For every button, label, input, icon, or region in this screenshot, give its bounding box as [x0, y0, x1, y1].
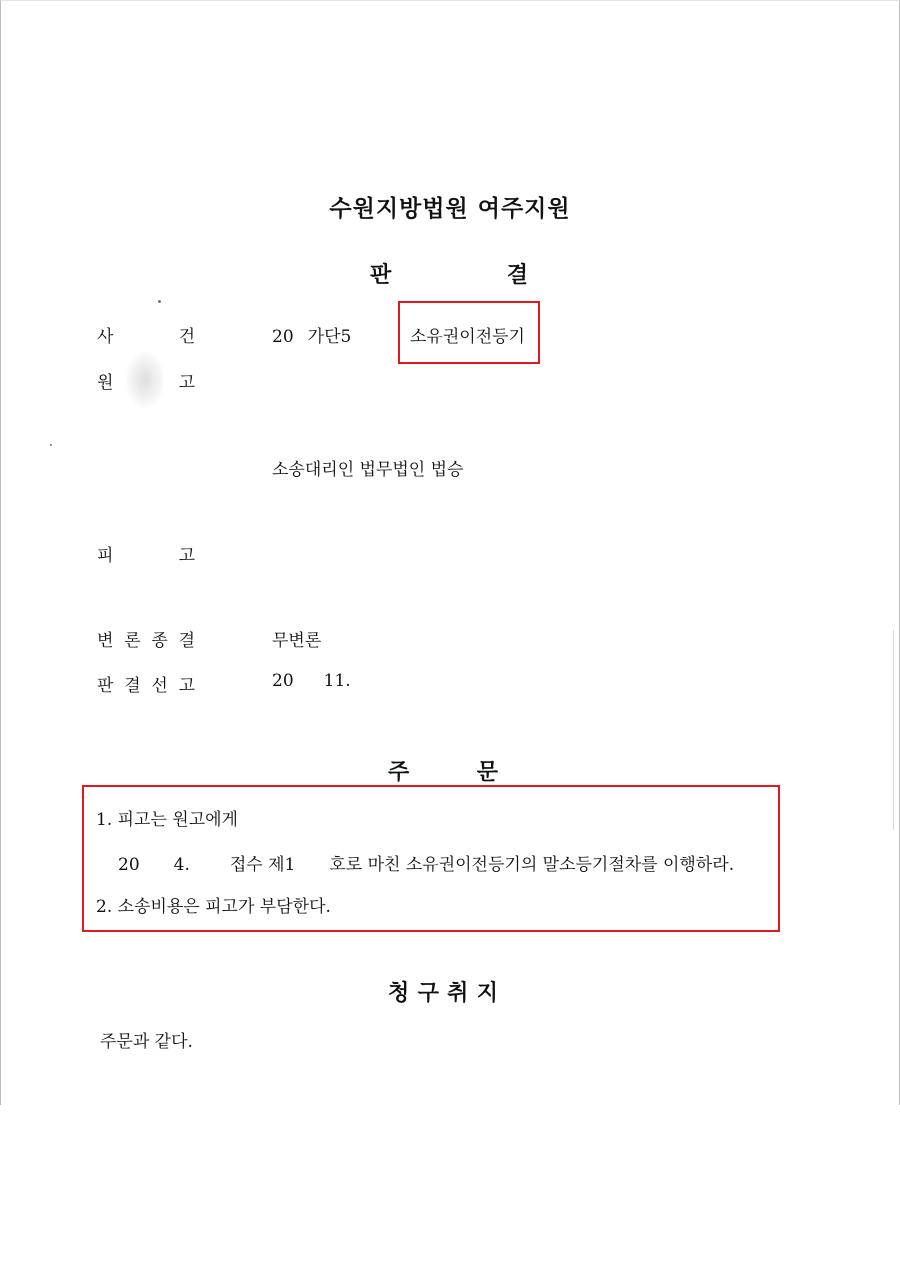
redaction-smudge	[126, 352, 164, 408]
pronouncement-label-char: 결	[124, 676, 141, 696]
order-title	[388, 755, 498, 786]
order-month: 4.	[173, 855, 190, 875]
closing-label-char: 론	[124, 631, 141, 651]
claim-title-char: 구	[417, 981, 439, 1006]
pronouncement-date: 11.	[323, 671, 351, 691]
closing-label-char: 종	[151, 631, 168, 651]
closing-label	[97, 626, 195, 651]
scan-speck	[158, 300, 161, 303]
claim-body: 주문과 같다.	[100, 1032, 193, 1052]
order-receipt: 접수 제1	[229, 855, 296, 875]
scan-speck	[50, 444, 52, 446]
claim-title-char: 취	[447, 981, 469, 1006]
judgment-title	[370, 258, 528, 289]
order-item-1-intro: 1. 피고는 원고에게	[96, 810, 238, 830]
plaintiff-label-char: 고	[178, 373, 195, 393]
plaintiff-attorney: 소송대리인 법무법인 법승	[272, 460, 464, 480]
closing-value: 무변론	[272, 631, 322, 651]
pronouncement-label-char: 고	[178, 676, 195, 696]
case-label-char: 사	[97, 327, 114, 347]
pronouncement-label-char: 선	[151, 676, 168, 696]
judgment-title-left: 판	[370, 263, 392, 288]
defendant-label	[97, 541, 195, 566]
order-title-left: 주	[388, 760, 410, 785]
case-name: 소유권이전등기	[410, 327, 525, 347]
case-label	[97, 322, 195, 347]
pronouncement-year: 20	[272, 671, 294, 691]
claim-title-char: 지	[476, 981, 498, 1006]
case-label-char: 건	[178, 327, 195, 347]
pronouncement-label-char: 판	[97, 676, 114, 696]
pronouncement-label	[97, 671, 195, 696]
case-number-value: 가단5	[307, 327, 352, 347]
case-year: 20	[272, 327, 294, 347]
order-rest: 호로 마친 소유권이전등기의 말소등기절차를 이행하라.	[329, 855, 735, 875]
pronouncement-value	[272, 671, 351, 691]
order-item-2: 2. 소송비용은 피고가 부담한다.	[96, 897, 331, 917]
judgment-title-right: 결	[506, 263, 528, 288]
defendant-label-char: 피	[97, 546, 114, 566]
order-item-1-body	[118, 850, 734, 875]
scan-artifact-line	[893, 630, 894, 830]
order-year: 20	[118, 855, 140, 875]
order-title-right: 문	[476, 760, 498, 785]
closing-label-char: 결	[178, 631, 195, 651]
plaintiff-label-char: 원	[97, 373, 114, 393]
claim-title	[388, 976, 498, 1007]
claim-title-char: 청	[388, 981, 410, 1006]
closing-label-char: 변	[97, 631, 114, 651]
court-name: 수원지방법원 여주지원	[329, 196, 571, 222]
case-number	[272, 322, 351, 347]
defendant-label-char: 고	[178, 546, 195, 566]
